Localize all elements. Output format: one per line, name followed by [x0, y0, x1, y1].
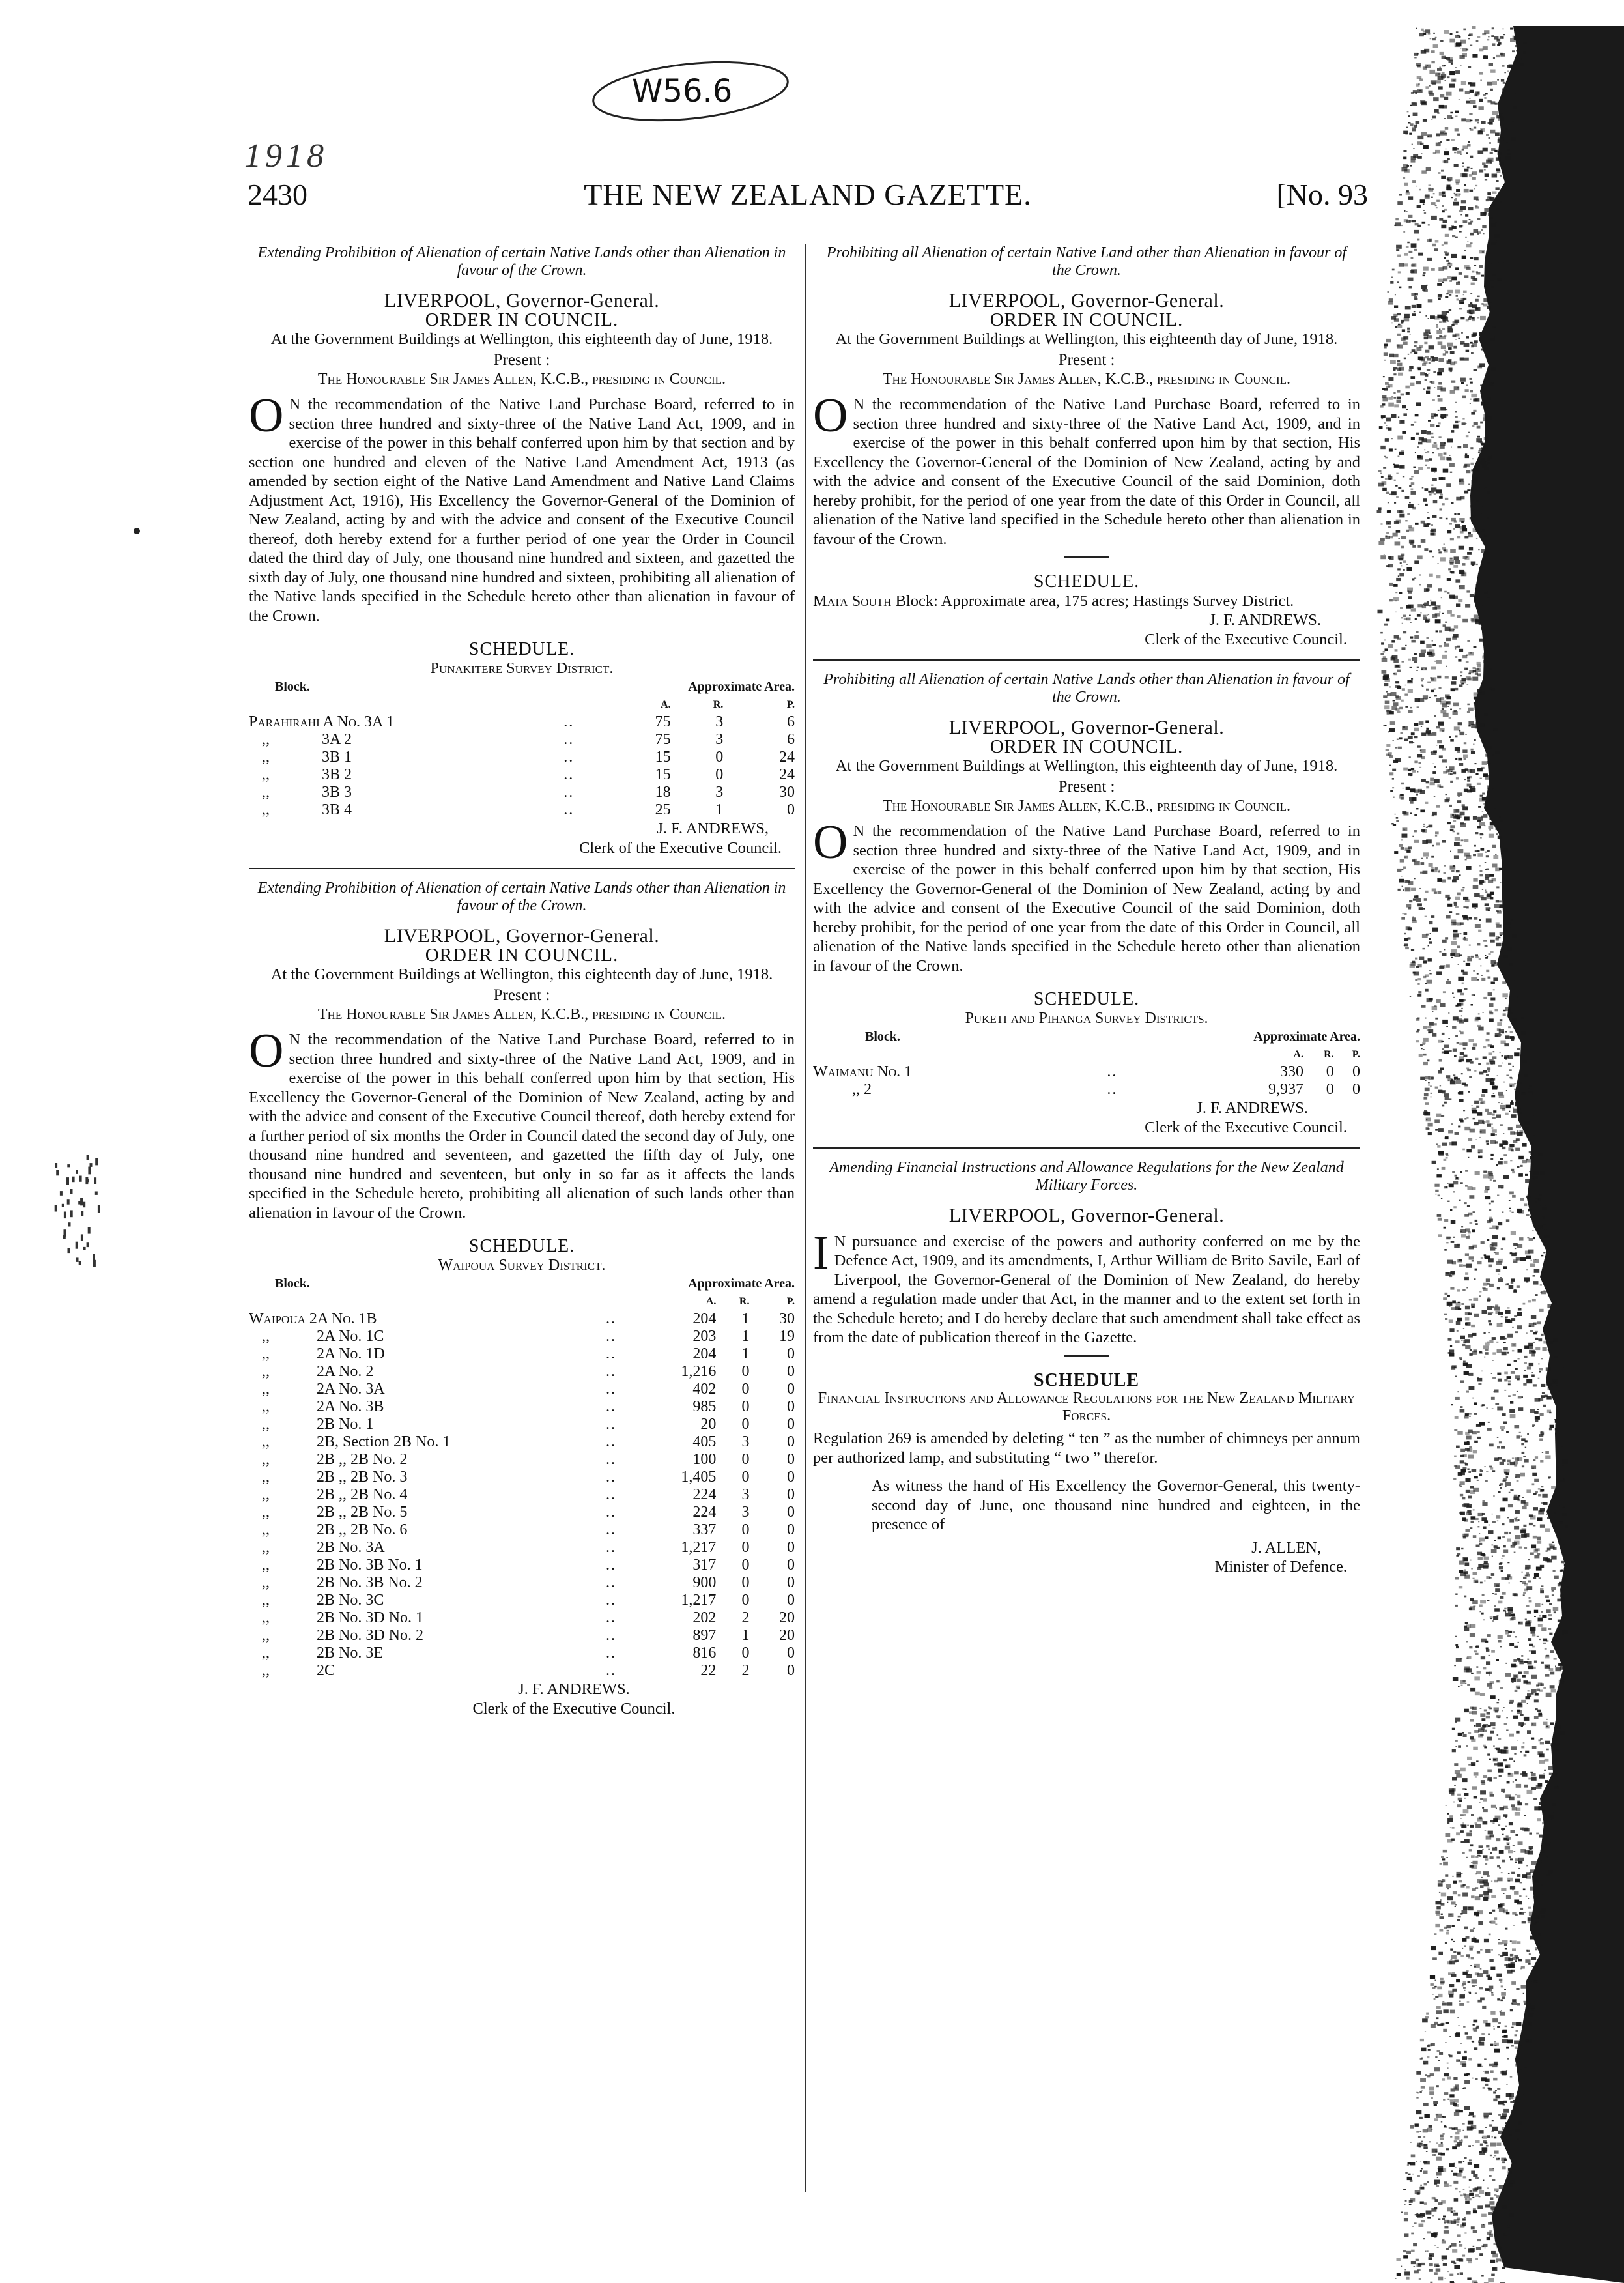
table-row: ,, 2B No. 3B No. 1 .. 317 0 0 — [262, 1557, 795, 1573]
regulation-text: Regulation 269 is amended by deleting “ ten ” as the number of chimneys per annum per authorized lamp, and substituting “ two ” therefor. — [813, 1429, 1360, 1467]
notice-body — [249, 1024, 795, 1222]
present-label: Present : — [1058, 777, 1115, 796]
present-label: Present : — [493, 986, 550, 1004]
col-block: Block. — [865, 1029, 900, 1044]
col-perches: P. — [1352, 1049, 1360, 1060]
drop-cap: O — [249, 1024, 284, 1078]
section-divider — [813, 1147, 1360, 1149]
table-row: ,, 3A 2 .. 75 3 6 — [262, 731, 795, 748]
section-divider — [249, 868, 795, 869]
notice-body — [813, 816, 1360, 975]
order-title: ORDER IN COUNCIL. — [425, 309, 619, 330]
table-row: ,, 2B, Section 2B No. 1 .. 405 3 0 — [262, 1433, 795, 1450]
place-date: At the Government Buildings at Wellington, this eighteenth day of June, 1918. — [835, 330, 1338, 348]
governor-line: LIVERPOOL, Governor-General. — [948, 1205, 1225, 1226]
notice-body-text: N the recommendation of the Native Land Purchase Board, referred to in section three hundred and sixty-three of the Native Land Act, 1909, and in exercise of the power in this behalf conferred upon him by that section, His Excellency the Governor-General of the Dominion of New Zealand, acting by and with the advice and consent of the Executive Council of the said Dominion, doth hereby prohibit, for the period of one year from the date of this Order in Council, all alienation of the Native lands specified in the Schedule hereto other than alienation in favour of the Crown. — [813, 822, 1360, 975]
presiding-line: The Honourable Sir James Allen, K.C.B., presiding in Council. — [882, 371, 1291, 388]
archive-stamp — [586, 52, 795, 130]
table-row: Waipoua 2A No. 1B .. 204 1 30 — [249, 1310, 795, 1327]
survey-district: Puketi and Pihanga Survey Districts. — [965, 1009, 1208, 1027]
col-roods: R. — [713, 699, 724, 710]
col-block: Block. — [275, 1276, 310, 1291]
gazette-title: THE NEW ZEALAND GAZETTE. — [584, 178, 1032, 211]
scan-shadow — [1375, 26, 1624, 2283]
table-row: ,, 2B ,, 2B No. 3 .. 1,405 0 0 — [262, 1469, 795, 1486]
notice-heading: Prohibiting all Alienation of certain Native Land other than Alienation in favour of the Crown. — [826, 244, 1347, 279]
short-rule — [1064, 556, 1109, 558]
governor-line: LIVERPOOL, Governor-General. — [384, 925, 660, 947]
survey-district: Punakitere Survey District. — [430, 659, 614, 677]
governor-line: LIVERPOOL, Governor-General. — [948, 717, 1225, 738]
schedule-title: SCHEDULE — [1033, 1370, 1140, 1390]
col-area: Approximate Area. — [688, 680, 795, 694]
table-row: ,, 2B No. 3D No. 1 .. 202 2 20 — [262, 1609, 795, 1626]
order-title: ORDER IN COUNCIL. — [990, 309, 1184, 330]
table-row: ,, 2 .. 9,937 0 0 — [852, 1081, 1360, 1098]
signatory-title: Clerk of the Executive Council. — [579, 839, 782, 857]
signatory-name: J. ALLEN, — [1251, 1538, 1321, 1557]
notice-mata-south — [813, 244, 1360, 649]
signatory-title: Clerk of the Executive Council. — [1145, 1118, 1347, 1136]
place-date: At the Government Buildings at Wellington, this eighteenth day of June, 1918. — [270, 330, 773, 348]
signatory-title: Clerk of the Executive Council. — [1145, 630, 1347, 648]
schedule-table — [813, 1028, 1360, 1098]
col-block: Block. — [275, 680, 310, 694]
table-row: Waimanu No. 1 .. 330 0 0 — [813, 1063, 1360, 1080]
notice-body — [813, 389, 1360, 549]
table-row: ,, 2A No. 3B .. 985 0 0 — [262, 1398, 795, 1415]
notice-body — [813, 1226, 1360, 1347]
place-date: At the Government Buildings at Wellington, this eighteenth day of June, 1918. — [835, 757, 1338, 775]
col-roods: R. — [1324, 1049, 1334, 1060]
presiding-line: The Honourable Sir James Allen, K.C.B., presiding in Council. — [317, 371, 726, 388]
issue-number: [No. 93 — [1276, 178, 1368, 211]
table-row: Parahirahi A No. 3A 1 .. 75 3 6 — [249, 713, 795, 730]
col-perches: P. — [786, 1296, 795, 1307]
schedule-table — [249, 1275, 795, 1680]
place-date: At the Government Buildings at Wellington, this eighteenth day of June, 1918. — [270, 966, 773, 983]
schedule-table — [249, 678, 795, 819]
signatory-name: J. F. ANDREWS, — [657, 820, 769, 837]
table-row: ,, 2B No. 3B No. 2 .. 900 0 0 — [262, 1574, 795, 1591]
signatory-title: Clerk of the Executive Council. — [472, 1699, 676, 1717]
short-rule — [1064, 1355, 1109, 1357]
schedule-block: Mata South — [813, 592, 892, 610]
col-acres: A. — [705, 1296, 717, 1307]
notice-punakitere — [249, 244, 795, 857]
drop-cap: I — [813, 1226, 829, 1280]
left-column — [249, 244, 795, 1718]
signatory-name: J. F. ANDREWS. — [1209, 611, 1321, 629]
col-acres: A. — [661, 699, 671, 710]
order-title: ORDER IN COUNCIL. — [425, 944, 619, 966]
table-row: ,, 2A No. 2 .. 1,216 0 0 — [262, 1363, 795, 1380]
order-title: ORDER IN COUNCIL. — [990, 736, 1184, 757]
presiding-line: The Honourable Sir James Allen, K.C.B., presiding in Council. — [882, 797, 1291, 814]
table-row: ,, 2B No. 3E .. 816 0 0 — [262, 1644, 795, 1661]
page-header — [248, 177, 1368, 223]
col-perches: P. — [786, 699, 795, 710]
table-row: ,, 2B No. 1 .. 20 0 0 — [262, 1416, 795, 1433]
table-row: ,, 2B No. 3C .. 1,217 0 0 — [262, 1592, 795, 1609]
drop-cap: O — [249, 389, 284, 442]
table-row: ,, 2B ,, 2B No. 4 .. 224 3 0 — [262, 1486, 795, 1503]
notice-military-regulations — [813, 1159, 1360, 1577]
column-divider — [805, 244, 806, 2192]
present-label: Present : — [493, 351, 550, 369]
notice-body-text: N pursuance and exercise of the powers and authority conferred on me by the Defence Act, 1909, and its amendments, I, Arthur William de Brito Savile, Earl of Liverpool, the Governor-General of the Dominion of New Zealand, do hereby amend a regulation made under that Act, in the manner and to the extent set forth in the Schedule hereto; and I do hereby declare that such amendment shall take effect as from the date of publication thereof in the Gazette. — [813, 1232, 1360, 1346]
notice-heading: Prohibiting all Alienation of certain Native Lands other than Alienation in favour of the Crown. — [823, 671, 1350, 706]
presiding-line: The Honourable Sir James Allen, K.C.B., presiding in Council. — [317, 1006, 726, 1023]
col-roods: R. — [739, 1296, 750, 1307]
schedule-entry — [813, 592, 1360, 611]
scan-marks-left — [52, 1140, 104, 1271]
table-row: ,, 3B 2 .. 15 0 24 — [262, 766, 795, 783]
notice-waipoua — [249, 880, 795, 1718]
drop-cap: O — [813, 389, 848, 442]
table-row: ,, 2B ,, 2B No. 6 .. 337 0 0 — [262, 1521, 795, 1538]
signatory-name: J. F. ANDREWS. — [1196, 1099, 1308, 1117]
notice-heading: Extending Prohibition of Alienation of certain Native Lands other than Alienation in favour of the Crown. — [257, 880, 786, 914]
page-number: 2430 — [248, 178, 307, 211]
col-area: Approximate Area. — [1253, 1029, 1360, 1044]
schedule-title: SCHEDULE. — [1033, 571, 1140, 592]
pencil-year: 1918 — [244, 137, 328, 175]
schedule-subtitle: Financial Instructions and Allowance Regulations for the New Zealand Military Forces. — [818, 1390, 1356, 1424]
governor-line: LIVERPOOL, Governor-General. — [948, 290, 1225, 311]
schedule-title: SCHEDULE. — [468, 1236, 575, 1256]
table-row: ,, 2A No. 1C .. 203 1 19 — [262, 1328, 795, 1345]
table-row: ,, 3B 1 .. 15 0 24 — [262, 749, 795, 766]
section-divider — [813, 659, 1360, 661]
table-row: ,, 2B ,, 2B No. 2 .. 100 0 0 — [262, 1451, 795, 1468]
scan-dot — [134, 528, 140, 534]
notice-body — [249, 389, 795, 625]
right-column — [813, 244, 1360, 1577]
table-row: ,, 2B ,, 2B No. 5 .. 224 3 0 — [262, 1504, 795, 1521]
witness-text: As witness the hand of His Excellency the Governor-General, this twenty-second day of June, one thousand nine hundred and eighteen, in the presence of — [872, 1477, 1360, 1533]
table-row: ,, 2A No. 1D .. 204 1 0 — [262, 1345, 795, 1362]
notice-heading: Amending Financial Instructions and Allowance Regulations for the New Zealand Military Forces. — [829, 1159, 1344, 1194]
table-row: ,, 3B 4 .. 25 1 0 — [262, 801, 795, 818]
signatory-title: Minister of Defence. — [1214, 1558, 1347, 1575]
notice-body-text: N the recommendation of the Native Land Purchase Board, referred to in section three hundred and sixty-three of the Native Land Act, 1909, and in exercise of the power in this behalf conferred upon him by that section, His Excellency the Governor-General of the Dominion of New Zealand, acting by and with the advice and consent of the Executive Council thereof, doth hereby extend for a further period of six months the Order in Council dated the second day of July, one thousand nine hundred and seventeen, and gazetted the fifth day of July, one thousand nine hundred and seventeen, but only in so far as it affects the lands specified in the Schedule hereto, prohibiting all alienation of such lands other than alienation in favour of the Crown. — [249, 1031, 795, 1222]
notice-waimanu — [813, 671, 1360, 1137]
survey-district: Waipoua Survey District. — [438, 1256, 606, 1274]
table-row: ,, 2B No. 3D No. 2 .. 897 1 20 — [262, 1627, 795, 1644]
notice-body-text: N the recommendation of the Native Land Purchase Board, referred to in section three hundred and sixty-three of the Native Land Act, 1909, and in exercise of the power in this behalf conferred upon him by that section, His Excellency the Governor-General of the Dominion of New Zealand, acting by and with the advice and consent of the Executive Council of the said Dominion, doth hereby prohibit, for the period of one year from the date of this Order in Council, all alienation of the Native land specified in the Schedule hereto other than alienation in favour of the Crown. — [813, 395, 1360, 548]
schedule-text: Block: Approximate area, 175 acres; Hastings Survey District. — [895, 592, 1294, 610]
table-row: ,, 2B No. 3A .. 1,217 0 0 — [262, 1539, 795, 1556]
drop-cap: O — [813, 816, 848, 869]
table-row: ,, 2A No. 3A .. 402 0 0 — [262, 1381, 795, 1398]
present-label: Present : — [1058, 351, 1115, 369]
schedule-title: SCHEDULE. — [468, 639, 575, 659]
notice-heading: Extending Prohibition of Alienation of certain Native Lands other than Alienation in favour of the Crown. — [257, 244, 786, 279]
notice-body-text: N the recommendation of the Native Land Purchase Board, referred to in section three hundred and sixty-three of the Native Land Act, 1909, and in exercise of the power in this behalf conferred upon him by that section and by section one hundred and eleven of the Native Land Amendment Act, 1913 (as amended by section eight of the Native Land Amendment and Native Land Claims Adjustment Act, 1916), His Excellency the Governor-General of the Dominion of New Zealand, acting by and with the advice and consent of the Executive Council thereof, doth hereby extend for a further period of one year the Order in Council dated the third day of July, one thousand nine hundred and sixteen, and gazetted the sixth day of July, one thousand nine hundred and sixteen, prohibiting all alienation of the Native lands specified in the Schedule hereto other than alienation in favour of the Crown. — [249, 395, 795, 625]
signatory-name: J. F. ANDREWS. — [518, 1680, 630, 1698]
col-area: Approximate Area. — [688, 1276, 795, 1291]
table-row: ,, 3B 3 .. 18 3 30 — [262, 784, 795, 801]
col-acres: A. — [1293, 1049, 1304, 1060]
schedule-title: SCHEDULE. — [1033, 989, 1140, 1009]
table-row: ,, 2C .. 22 2 0 — [262, 1662, 795, 1679]
governor-line: LIVERPOOL, Governor-General. — [384, 290, 660, 311]
stamp-text: W56.6 — [632, 73, 733, 109]
